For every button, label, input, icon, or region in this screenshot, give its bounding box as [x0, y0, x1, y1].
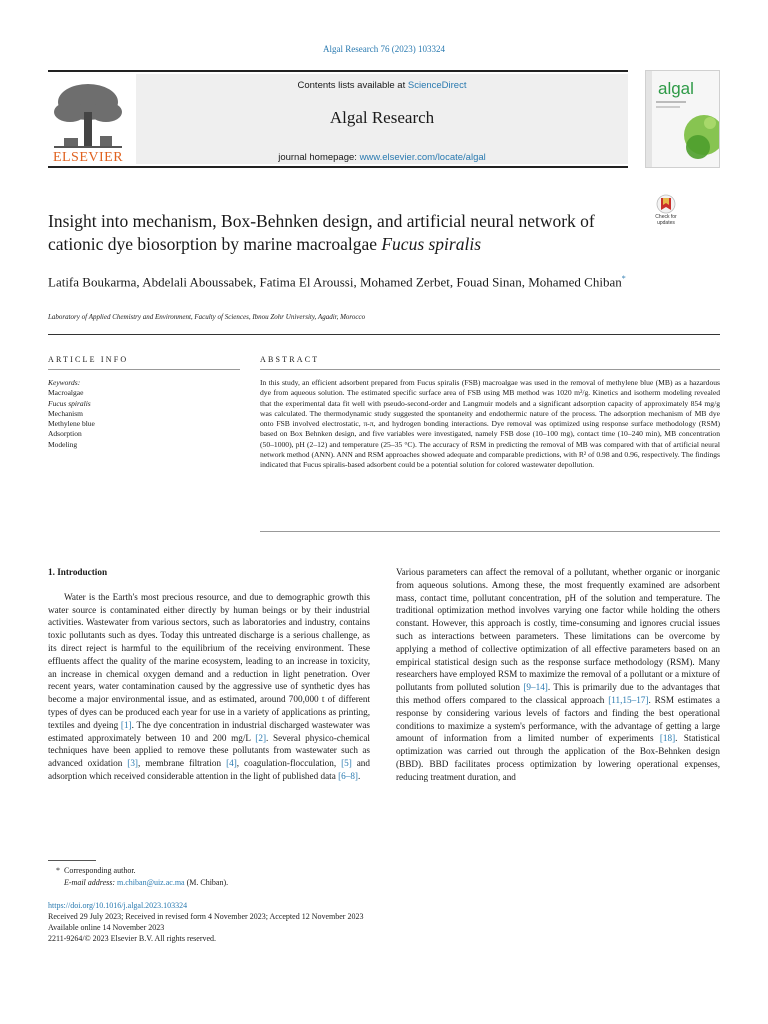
article-title — [48, 210, 628, 256]
doi-link[interactable]: https://doi.org/10.1016/j.algal.2023.103324 — [48, 901, 188, 910]
abstract-text: In this study, an efficient adsorbent prepared from Fucus spiralis (FSB) macroalgae was used in the removal of methylene blue (MB) as a hazardous dye from aqueous solution. The estimated specific surface area of FSB using MB method was 1020 m²/g. Kinetics and isotherm modeling revealed that the experimental data fit well with pseudo-second-order and Langmuir models and a significant adsorption capacity of approximately 854 mg/g was calculated. The thermodynamic study suggested the spontaneity and endothermic nature of the process. The adsorption mechanism of MB dye onto FSB involved electrostatic, π-π, and hydrogen bonding interactions. Dye removal was optimized using response surface methodology (RSM) based on Box Behnken design, and five variables were investigated, namely FSB dose (10–100 mg), contact time (10–240 min), MB concentration (50–1000), pH (2–12) and temperature (25–35 °C). The accuracy of RSM in predicting the removal of MB was compared with that of artificial neural network method (ANN). ANN and RSM approaches showed adequate and comparable predictions, with R² of 0.98 and 0.96, respectively. The findings indicated that Fucus spiralis-based adsorbent could be a potential solution for colored wastewater depollution. — [260, 378, 720, 470]
corresponding-mark[interactable]: * — [621, 274, 626, 283]
corresponding-note — [48, 865, 548, 877]
sciencedirect-link[interactable]: ScienceDirect — [407, 80, 467, 91]
homepage-line — [136, 152, 628, 163]
contents-line — [136, 80, 628, 91]
check-line-2: updates — [657, 220, 675, 226]
divider — [48, 369, 240, 370]
copyright: 2211-9264/© 2023 Elsevier B.V. All rights reserved. — [48, 934, 217, 943]
journal-header — [48, 70, 628, 168]
keyword-item: Modeling — [48, 439, 78, 449]
title-main: Insight into mechanism, Box-Behnken design, and artificial neural network of cationic dye biosorption by marine macroalgae — [48, 211, 595, 254]
text-run: and adsorption which received considerable attention in the light of published data — [48, 758, 370, 781]
article-info-heading: ARTICLE INFO — [48, 355, 129, 364]
check-for-updates-badge[interactable] — [648, 194, 684, 234]
authors-text: Latifa Boukarma, Abdelali Aboussabek, Fatima El Aroussi, Mohamed Zerbet, Fouad Sinan, Mohamed Chiban — [48, 274, 622, 290]
keywords-title: Keywords: — [48, 378, 81, 387]
email-link[interactable]: m.chiban@uiz.ac.ma — [117, 878, 185, 887]
header-rule-top — [48, 70, 628, 72]
ref-link[interactable]: [18] — [659, 733, 676, 744]
online-date: Available online 14 November 2023 — [48, 923, 165, 932]
body-column-left — [48, 566, 370, 783]
footnote-mark: * — [56, 866, 60, 875]
text-run: . The dye concentration in industrial discharged wastewater was estimated approximately between 10 and 200 mg/L — [48, 719, 370, 743]
text-run: Various parameters can affect the removal of a pollutant, whether organic or inorganic from aqueous solutions. Among these, the most frequently examined are adsorbent mass, contact time, pollutant concentration, pH of the solution and temperature. The traditional optimization method involves varying one factor while holding the others constant. However, this approach is costly, time-consuming and ignores crucial issues such as interactions between parameters. These limitations can be overcome by applying a method of collective optimization of all effective parameters based on an empirical statistical design such as the response surface methodology (RSM). Many researchers have employed RSM to maximize the removal of a pollutant or a mixture of pollutants from polluted solution — [396, 567, 720, 693]
divider — [260, 369, 720, 370]
author-list — [48, 270, 648, 290]
text-run: . RSM estimates a response by considering various levels of factors and finding the best operational conditions to maximize a system's performance, with the advantage of getting a large amount of information from a limited number of experiments — [396, 694, 720, 744]
bookmark-icon — [648, 194, 684, 214]
journal-citation[interactable]: Algal Research 76 (2023) 103324 — [323, 44, 445, 54]
affiliation: Laboratory of Applied Chemistry and Environment, Faculty of Sciences, Ibnou Zohr University, Agadir, Morocco — [48, 313, 366, 321]
ref-link[interactable]: [5] — [341, 758, 352, 769]
text-run: , coagulation-flocculation, — [236, 758, 342, 769]
header-rule-bottom — [48, 166, 628, 168]
title-italic: Fucus spiralis — [381, 234, 482, 254]
ref-link[interactable]: [11,15–17] — [608, 694, 649, 705]
text-run: . This is primarily due to the advantages that this method offers compared to the classical approach — [396, 682, 720, 705]
ref-link[interactable]: [1] — [120, 719, 132, 730]
section-heading: 1. Introduction — [48, 567, 108, 577]
text-run: Water is the Earth's most precious resource, and due to demographic growth this water source is contaminated either directly by human beings or by their industrial activities. Wastewater from various sectors, such as laboratories and industry, contains toxic pollutants such as dyes. Today this untreated discharge is a serious challenge, as its direct reject is harmful to the equilibrium of the receiving environment. These effluents affect the quality of the marine ecosystem, leading to an increase in toxicity, an increase in chemical oxygen demand and a reduction in light penetration. Over recent years, water contamination caused by the aggressive use of synthetic dyes has become a major environmental issue, and as estimated, around 700,000 t of different types of dyes can be produced each year for use in a variety of applications as printing, textiles and dyeing — [48, 591, 370, 730]
ref-link[interactable]: [4] — [226, 758, 237, 769]
intro-paragraph — [48, 591, 370, 783]
journal-name: Algal Research — [329, 108, 435, 127]
footnotes — [48, 865, 548, 889]
homepage-link[interactable]: www.elsevier.com/locate/algal — [359, 152, 486, 163]
cover-title: algal — [658, 79, 694, 98]
keyword-item: Adsorption — [48, 429, 82, 439]
keyword-item: Methylene blue — [48, 419, 95, 429]
ref-link[interactable]: [2] — [255, 732, 267, 743]
intro-paragraph — [396, 566, 720, 784]
check-text — [648, 214, 684, 226]
corresponding-text: Corresponding author. — [64, 866, 136, 875]
ref-link[interactable]: [9–14] — [523, 682, 548, 693]
journal-band — [136, 74, 628, 164]
email-suffix: (M. Chiban). — [184, 878, 229, 887]
keyword-item: Mechanism — [48, 408, 83, 418]
received-dates: Received 29 July 2023; Received in revised form 4 November 2023; Accepted 12 November 2023 — [48, 912, 364, 921]
email-note — [48, 877, 548, 889]
publication-info — [48, 900, 548, 944]
footnote-rule — [48, 860, 96, 861]
check-line-1: Check for — [655, 214, 677, 220]
text-run: , membrane filtration — [138, 758, 227, 769]
text-run: . Statistical optimization was carried out through the application of the Box-Behnken design (BBD). BBD facilitates process optimization by lowering operational expenses, reducing treatment duration, and — [396, 733, 721, 782]
text-run: . Several physico-chemical techniques have been applied to remove these pollutants from wastewater such as advanced oxidation — [48, 732, 370, 769]
text-run: . — [358, 770, 361, 781]
keyword-item: Macroalgae — [48, 388, 84, 398]
contents-prefix: Contents lists available at — [297, 80, 408, 91]
homepage-prefix: journal homepage: — [278, 152, 360, 163]
body-column-right — [396, 566, 720, 784]
keywords-block — [48, 378, 240, 450]
abstract-heading: ABSTRACT — [260, 355, 320, 364]
divider — [48, 334, 720, 335]
ref-link[interactable]: [3] — [127, 758, 138, 769]
ref-link[interactable]: [6–8] — [338, 770, 358, 781]
keyword-item: Fucus spiralis — [48, 398, 91, 408]
divider — [260, 531, 720, 532]
publisher-name: ELSEVIER — [52, 150, 124, 165]
journal-cover[interactable] — [645, 70, 720, 168]
email-label: E-mail address: — [64, 878, 118, 887]
